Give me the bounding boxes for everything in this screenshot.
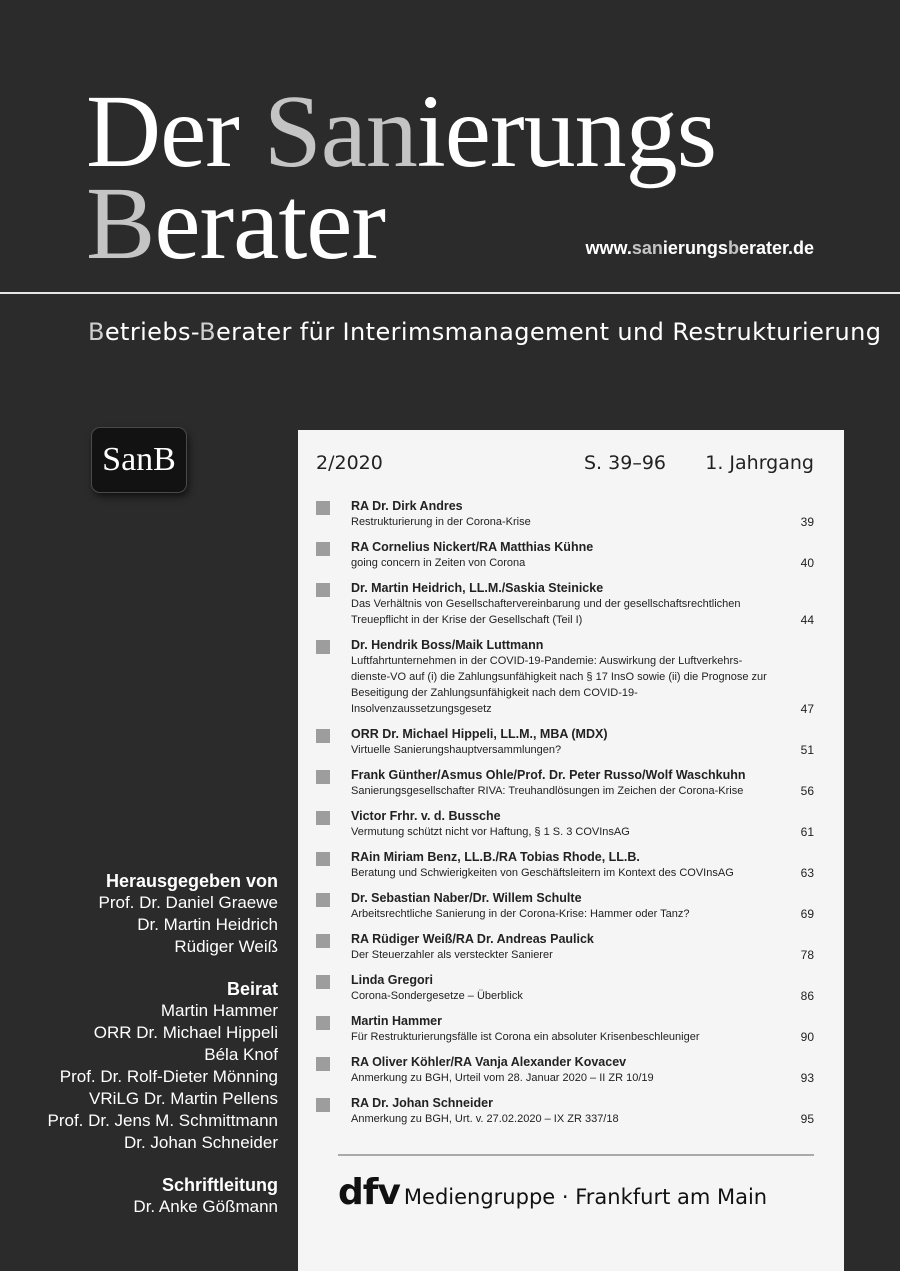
toc-title-row <box>351 555 814 571</box>
toc-title: Vermutung schützt nicht vor Haftung, § 1 S. 3 COVInsAG <box>351 826 630 838</box>
journal-title-line-1: Der Sanierungs <box>86 74 717 189</box>
toc-author: RAin Miriam Benz, LL.B./RA Tobias Rhode, LL.B. <box>351 850 640 864</box>
toc-entry[interactable] <box>316 808 814 840</box>
bullet-square-icon <box>316 934 330 948</box>
contents-panel <box>298 430 844 1271</box>
toc-entry[interactable] <box>316 498 814 530</box>
issue-pages: S. 39–96 <box>584 452 666 474</box>
toc-title: Restrukturierung in der Corona-Krise <box>351 516 531 528</box>
bullet-square-icon <box>316 640 330 654</box>
toc-title-row <box>351 865 814 881</box>
board-member-name: Prof. Dr. Jens M. Schmittmann <box>47 1111 278 1130</box>
toc-title: Anmerkung zu BGH, Urt. v. 27.02.2020 – IX ZR 337/18 <box>351 1113 619 1125</box>
toc-title-row <box>351 988 814 1004</box>
masthead <box>38 870 278 1218</box>
table-of-contents <box>316 498 814 1136</box>
publisher-name: Mediengruppe · Frankfurt am Main <box>403 1185 768 1209</box>
toc-title-row <box>351 596 814 628</box>
toc-entry[interactable] <box>316 972 814 1004</box>
toc-author: Martin Hammer <box>351 1014 442 1028</box>
toc-title: Anmerkung zu BGH, Urteil vom 28. Januar 2020 – II ZR 10/19 <box>351 1072 654 1084</box>
journal-subtitle: Betriebs-Berater für Interimsmanagement und Restrukturierung <box>88 318 882 346</box>
toc-title-row <box>351 1070 814 1086</box>
header-divider <box>0 292 900 294</box>
toc-title: Corona-Sondergesetze – Überblick <box>351 990 523 1002</box>
toc-entry[interactable] <box>316 1095 814 1127</box>
editors-list <box>38 892 278 958</box>
toc-author: RA Oliver Köhler/RA Vanja Alexander Kovacev <box>351 1055 627 1069</box>
toc-page-number: 47 <box>800 702 814 716</box>
toc-author: RA Rüdiger Weiß/RA Dr. Andreas Paulick <box>351 932 594 946</box>
bullet-square-icon <box>316 729 330 743</box>
board-member-name: Prof. Dr. Rolf-Dieter Mönning <box>59 1067 278 1086</box>
toc-title-row <box>351 906 814 922</box>
toc-page-number: 39 <box>800 515 814 529</box>
board-list <box>38 1000 278 1154</box>
bullet-square-icon <box>316 1098 330 1112</box>
bullet-square-icon <box>316 893 330 907</box>
dfv-logo: dfv <box>338 1172 400 1213</box>
toc-author: RA Cornelius Nickert/RA Matthias Kühne <box>351 540 594 554</box>
toc-title-row <box>351 947 814 963</box>
toc-author: Linda Gregori <box>351 973 433 987</box>
editor-name: Rüdiger Weiß <box>174 937 278 956</box>
toc-author: Dr. Sebastian Naber/Dr. Willem Schulte <box>351 891 582 905</box>
toc-entry[interactable] <box>316 767 814 799</box>
toc-author: RA Dr. Dirk Andres <box>351 499 463 513</box>
bullet-square-icon <box>316 770 330 784</box>
toc-author: Frank Günther/Asmus Ohle/Prof. Dr. Peter Russo/Wolf Waschkuhn <box>351 768 746 782</box>
toc-entry[interactable] <box>316 1013 814 1045</box>
toc-title-row <box>351 653 814 717</box>
toc-page-number: 90 <box>800 1030 814 1044</box>
toc-title-row <box>351 742 814 758</box>
publisher-logo <box>338 1172 767 1213</box>
board-member-name: Dr. Johan Schneider <box>123 1133 278 1152</box>
editor-name: Prof. Dr. Daniel Graewe <box>98 893 278 912</box>
toc-title-row <box>351 1111 814 1127</box>
toc-page-number: 93 <box>800 1071 814 1085</box>
website-url[interactable]: www.sanierungsberater.de <box>585 238 814 258</box>
editorial-list <box>38 1196 278 1218</box>
toc-title: Für Restrukturierungsfälle ist Corona ein absoluter Krisenbeschleuniger <box>351 1031 700 1043</box>
toc-title: Arbeitsrechtliche Sanierung in der Corona-Krise: Hammer oder Tanz? <box>351 908 690 920</box>
toc-page-number: 56 <box>800 784 814 798</box>
toc-author: RA Dr. Johan Schneider <box>351 1096 493 1110</box>
toc-title: Beratung und Schwierigkeiten von Geschäftsleitern im Kontext des COVInsAG <box>351 867 734 879</box>
toc-entry[interactable] <box>316 726 814 758</box>
toc-entry[interactable] <box>316 1054 814 1086</box>
toc-entry[interactable] <box>316 931 814 963</box>
board-member-name: Béla Knof <box>204 1045 278 1064</box>
sanb-logo: SanB <box>92 428 186 492</box>
toc-page-number: 40 <box>800 556 814 570</box>
bullet-square-icon <box>316 501 330 515</box>
issue-info <box>316 452 814 478</box>
bullet-square-icon <box>316 852 330 866</box>
toc-page-number: 44 <box>800 613 814 627</box>
issue-volume: 1. Jahrgang <box>705 452 814 474</box>
toc-author: Victor Frhr. v. d. Bussche <box>351 809 501 823</box>
board-member-name: ORR Dr. Michael Hippeli <box>93 1023 278 1042</box>
toc-page-number: 86 <box>800 989 814 1003</box>
toc-entry[interactable] <box>316 539 814 571</box>
toc-entry[interactable] <box>316 580 814 628</box>
toc-title-row <box>351 824 814 840</box>
toc-entry[interactable] <box>316 637 814 717</box>
toc-title: Das Verhältnis von Gesellschaftervereinbarung und der gesellschaftsrechtlichen Treuepflicht in der Krise der Gesellschaft (Teil I) <box>351 598 741 626</box>
board-member-name: VRiLG Dr. Martin Pellens <box>89 1089 278 1108</box>
issue-number: 2/2020 <box>316 452 383 474</box>
editorial-heading: Schriftleitung <box>162 1175 278 1195</box>
toc-title: Der Steuerzahler als versteckter Sanierer <box>351 949 553 961</box>
toc-title-row <box>351 783 814 799</box>
toc-title: Virtuelle Sanierungshauptversammlungen? <box>351 744 562 756</box>
board-heading: Beirat <box>226 979 278 999</box>
toc-title: Luftfahrtunternehmen in der COVID-19-Pandemie: Auswirkung der Luftverkehrs-dienste-VO auf (i) die Zahlungsunfähigkeit nach § 17 InsO sowie (ii) die Prognose zur Beseitigung der Zahlungsunfähigkeit nach dem COVID-19-Insolvenzaussetzungsgesetz <box>351 655 767 715</box>
toc-page-number: 95 <box>800 1112 814 1126</box>
toc-entry[interactable] <box>316 849 814 881</box>
footer-divider <box>338 1154 814 1156</box>
bullet-square-icon <box>316 1016 330 1030</box>
toc-author: Dr. Hendrik Boss/Maik Luttmann <box>351 638 544 652</box>
toc-author: Dr. Martin Heidrich, LL.M./Saskia Steinicke <box>351 581 604 595</box>
bullet-square-icon <box>316 811 330 825</box>
toc-page-number: 69 <box>800 907 814 921</box>
toc-entry[interactable] <box>316 890 814 922</box>
toc-page-number: 51 <box>800 743 814 757</box>
toc-page-number: 61 <box>800 825 814 839</box>
bullet-square-icon <box>316 583 330 597</box>
bullet-square-icon <box>316 975 330 989</box>
board-member-name: Martin Hammer <box>160 1001 278 1020</box>
editorial-name: Dr. Anke Gößmann <box>133 1197 278 1216</box>
toc-page-number: 78 <box>800 948 814 962</box>
toc-title: Sanierungsgesellschafter RIVA: Treuhandlösungen im Zeichen der Corona-Krise <box>351 785 744 797</box>
toc-page-number: 63 <box>800 866 814 880</box>
toc-title: going concern in Zeiten von Corona <box>351 557 526 569</box>
toc-title-row <box>351 1029 814 1045</box>
toc-title-row <box>351 514 814 530</box>
journal-title-line-2: Berater <box>86 166 386 281</box>
editors-heading: Herausgegeben von <box>105 871 278 891</box>
editor-name: Dr. Martin Heidrich <box>137 915 278 934</box>
toc-author: ORR Dr. Michael Hippeli, LL.M., MBA (MDX) <box>351 727 608 741</box>
bullet-square-icon <box>316 1057 330 1071</box>
bullet-square-icon <box>316 542 330 556</box>
